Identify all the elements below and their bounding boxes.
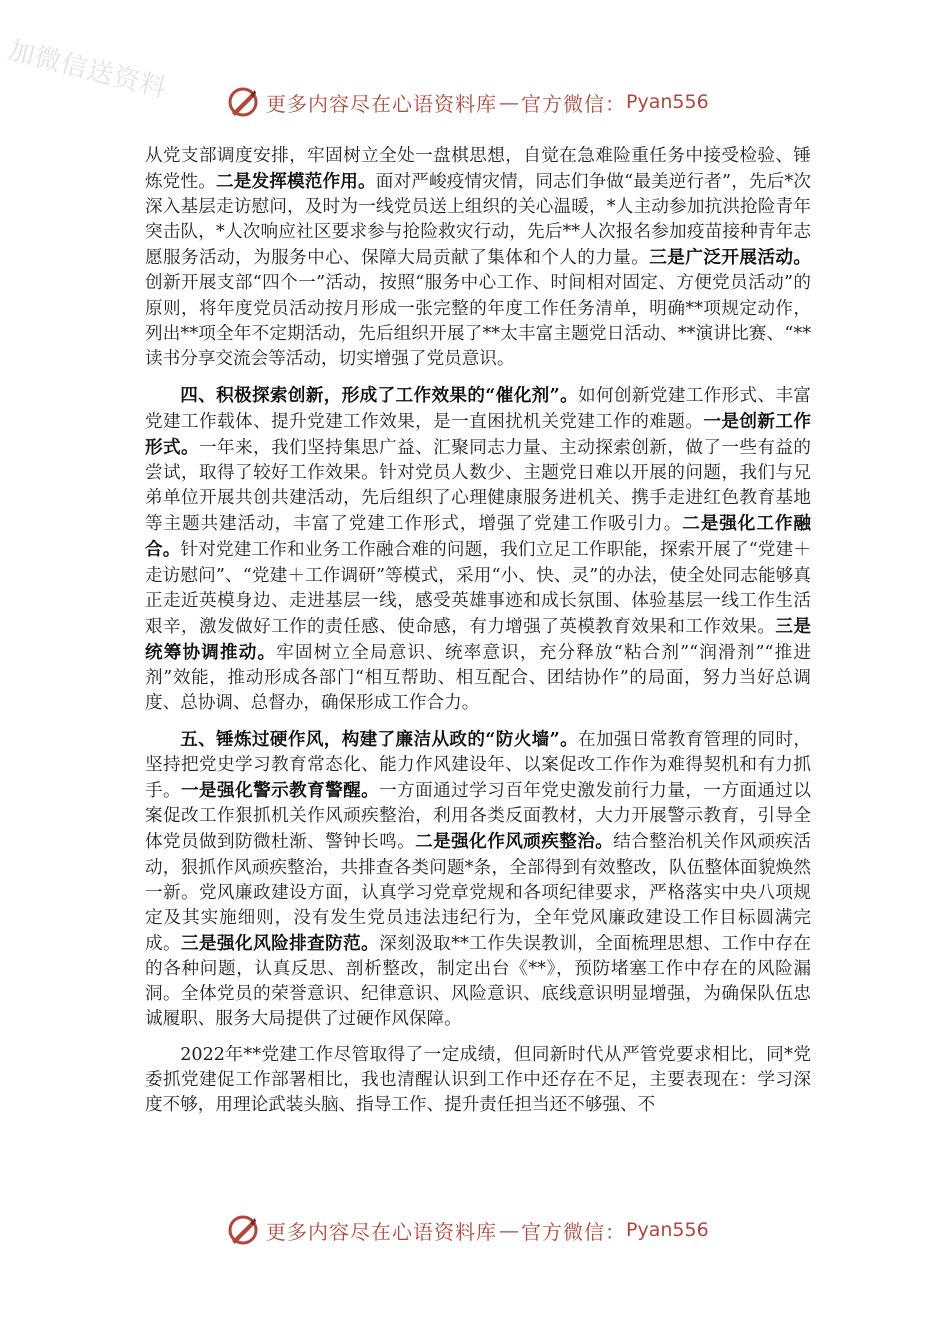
body-text: 一年来，我们坚持集思广益、汇聚同志力量、主动探索创新，做了一些有益的尝试，取得了较好工作效果。针对党员人数少、主题党日难以开展的问题，我们与兄弟单位开展共创共建活动，先后组织了心理健康服务进机关、携手走进红色教育基地等主题共建活动，丰富了党建工作形式，增强了党建工作吸引力。 [145,438,811,535]
pen-logo-icon [226,85,260,119]
body-text: 面对严峻疫情灾情，同志们争做“最美逆行者”，先后*次深入基层走访慰问，及时为一线党员送上组织的关心温暖，*人主动参加抗洪抢险青年突击队，*人次响应社区要求参与抢险救灾行动，先后**人次报名参加疫苗接种青年志愿服务活动，为服务中心、保障大局贡献了集体和个人的力量。 [145,172,811,269]
body-text: 深刻汲取**工作失误教训，全面梳理思想、工作中存在的各种问题，认真反思、剖析整改，制定出台《**》，预防堵塞工作中存在的风险漏洞。全体党员的荣誉意识、纪律意识、风险意识、底线意识明显增强，为确保队伍忠诚履职、服务大局提供了过硬作风保障。 [145,933,811,1030]
body-text: 结合整治机关作风顽疾活动，狠抓作风顽疾整治，共排查各类问题*条，全部得到有效整改，队伍整体面貌焕然一新。党风廉政建设方面，认真学习党章党规和各项纪律要求，严格落实中央八项规定及其实施细则，没有发生党员违法违纪行为，全年党风廉政建设工作目标圆满完成。 [145,832,811,954]
heading-phrase: 二是强化作风顽疾整治。 [415,831,614,853]
body-text: 一方面通过学习百年党史激发前行力量，一方面通过以案促改工作狠抓机关作风顽疾整治，利用各类反面教材，大力开展警示教育，引导全体党员做到防微杜渐、警钟长鸣。 [145,781,811,853]
banner-wechat-label: 官方微信： [521,91,626,116]
paragraph [145,383,811,716]
body-text: 在加强日常教育管理的同时，坚持把党史学习教育常态化、能力作风建设年、以案促改工作作为难得契机和有力抓手。 [145,730,811,802]
heading-phrase: 四、积极探索创新，形成了工作效果的“催化剂”。 [180,384,579,406]
body-text: 针对党建工作和业务工作融合难的问题，我们立足工作职能，探索开展了“党建＋走访慰问”、“党建＋工作调研”等模式，采用“小、快、灵”的办法，使全处同志能够真正走近英模身边、走进基层一线，感受英雄事迹和成长氛围、体验基层一线工作生活艰辛，激发做好工作的责任感、使命感，有力增强了英模教育效果和工作效果。 [145,540,811,637]
heading-phrase: 三是广泛开展活动。 [649,247,811,269]
body-text: 牢固树立全局意识、统率意识，充分释放“粘合剂”“润滑剂”“推进剂”效能，推动形成各部门“相互帮助、相互配合、团结协作”的局面，努力当好总调度、总协调、总督办，确保形成工作合力。 [145,642,811,713]
document-body [145,144,811,1129]
banner-separator: — [499,90,519,114]
pen-logo-icon [226,1213,260,1247]
body-text: 2022年**党建工作尽管取得了一定成绩，但同新时代从严管党要求相比，同*党委抓党建促工作部署相比，我也清醒认识到工作中还存在不足，主要表现在：学习深度不够，用理论武装头脑、指导工作、提升责任担当还不够强、不 [145,1045,811,1116]
banner-separator: — [499,1218,519,1242]
heading-phrase: 一是强化警示教育警醒。 [181,780,380,802]
heading-phrase: 三是强化风险排查防范。 [181,932,380,954]
heading-phrase: 二是发挥模范作用。 [216,171,376,193]
banner-title: 更多内容尽在心语资料库 [266,91,497,116]
heading-phrase: 五、锤炼过硬作风，构建了廉洁从政的“防火墙”。 [180,729,579,751]
heading-phrase: 二是强化工作融合。 [145,513,811,561]
header-banner [226,84,709,120]
banner-title: 更多内容尽在心语资料库 [266,1219,497,1244]
banner-wechat-label: 官方微信： [521,1219,626,1244]
body-text: 创新开展支部“四个一”活动，按照“服务中心工作、时间相对固定、方便党员活动”的原则，将年度党员活动按月形成一张完整的年度工作任务清单，明确**项规定动作，列出**项全年不定期活动，先后组织开展了**太丰富主题党日活动、**演讲比赛、“**读书分享交流会等活动，切实增强了党员意识。 [145,273,811,369]
paragraph [145,727,811,1032]
footer-banner [226,1212,709,1248]
heading-phrase: 三是统筹协调推动。 [145,615,811,663]
body-text: 如何创新党建工作形式、丰富党建工作载体、提升党建工作效果，是一直困扰机关党建工作的难题。 [145,385,811,432]
watermark: 加微信送资料 [5,35,170,105]
banner-wechat-id: Pyan556 [626,1219,709,1241]
heading-phrase: 一是创新工作形式。 [145,410,811,459]
paragraph [145,144,811,372]
banner-wechat-id: Pyan556 [626,91,709,113]
body-text: 从党支部调度安排，牢固树立全处一盘棋思想，自觉在急难险重任务中接受检验、锤炼党性。 [145,146,811,193]
paragraph [145,1043,811,1118]
